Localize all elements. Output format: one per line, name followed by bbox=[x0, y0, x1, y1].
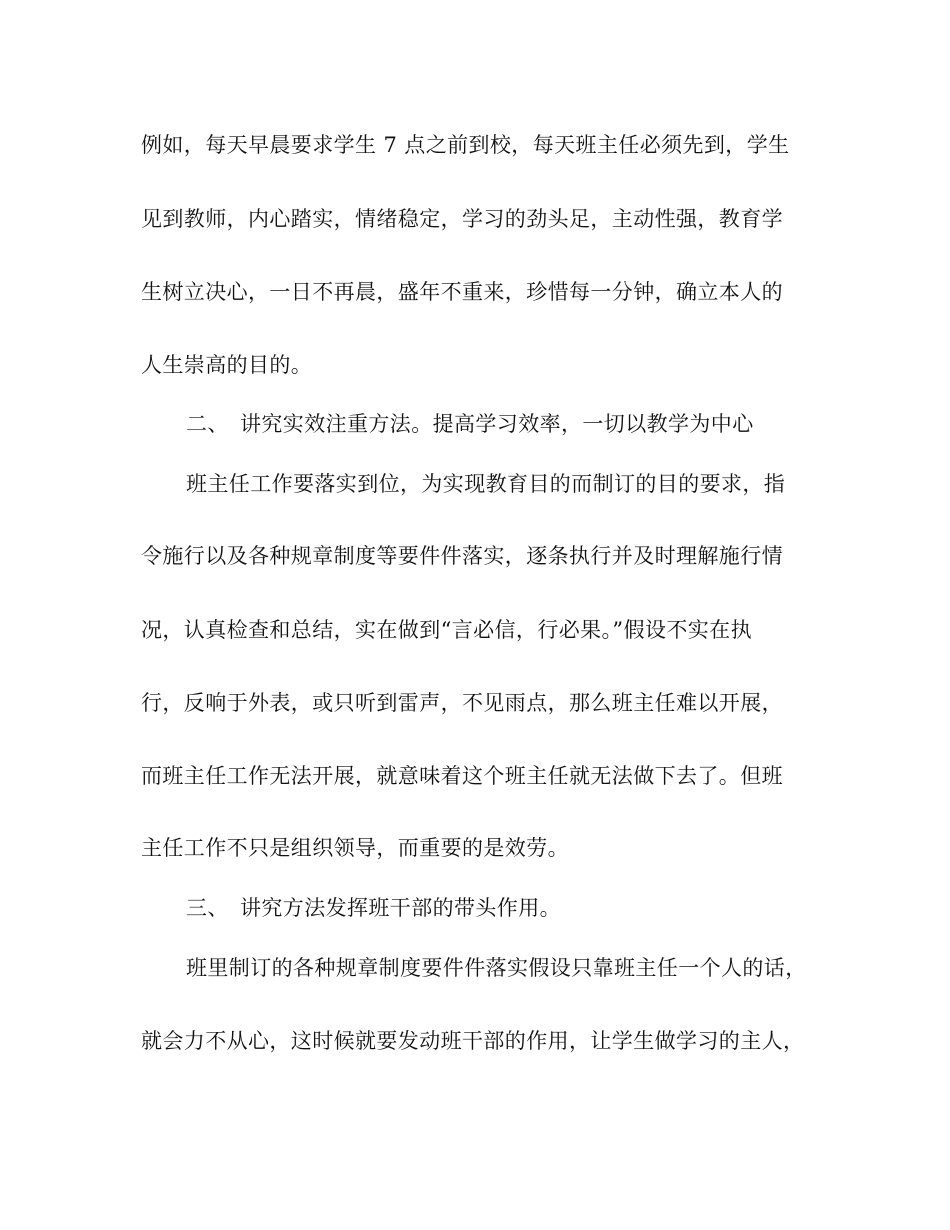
paragraph-line: 况，认真检查和总结，实在做到“言必信，行必果。”假设不实在执 bbox=[141, 618, 752, 642]
section-number: 二、 bbox=[186, 412, 229, 436]
paragraph-line: 而班主任工作无法开展，就意味着这个班主任就无法做下去了。但班 bbox=[141, 764, 783, 788]
paragraph-line: 就会力不从心，这时候就要发动班干部的作用，让学生做学习的主人， bbox=[141, 1029, 805, 1053]
paragraph-line: 班里制订的各种规章制度要件件落实假设只靠班主任一个人的话， bbox=[186, 956, 807, 980]
section-title: 讲究实效注重方法。提高学习效率，一切以教学为中心 bbox=[240, 412, 754, 436]
paragraph-line: 班主任工作要落实到位，为实现教育目的而制订的目的要求，指 bbox=[186, 472, 786, 496]
paragraph-line: 主任工作不只是组织领导，而重要的是效劳。 bbox=[141, 836, 569, 860]
paragraph-line: 生树立决心，一日不再晨，盛年不重来，珍惜每一分钟，确立本人的 bbox=[141, 280, 783, 304]
section-heading-2 bbox=[186, 409, 866, 439]
paragraph-line: 例如，每天早晨要求学生 7 点之前到校，每天班主任必须先到，学生 bbox=[141, 133, 790, 157]
section-number: 三、 bbox=[186, 896, 229, 920]
paragraph-line: 人生崇高的目的。 bbox=[141, 353, 313, 377]
paragraph-line: 行，反响于外表，或只听到雷声，不见雨点，那么班主任难以开展， bbox=[141, 691, 783, 715]
section-heading-3 bbox=[186, 893, 866, 923]
paragraph-line: 见到教师，内心踏实，情绪稳定，学习的劲头足，主动性强，教育学 bbox=[141, 207, 783, 231]
section-title: 讲究方法发挥班干部的带头作用。 bbox=[240, 896, 561, 920]
paragraph-line: 令施行以及各种规章制度等要件件落实，逐条执行并及时理解施行情 bbox=[141, 544, 783, 568]
